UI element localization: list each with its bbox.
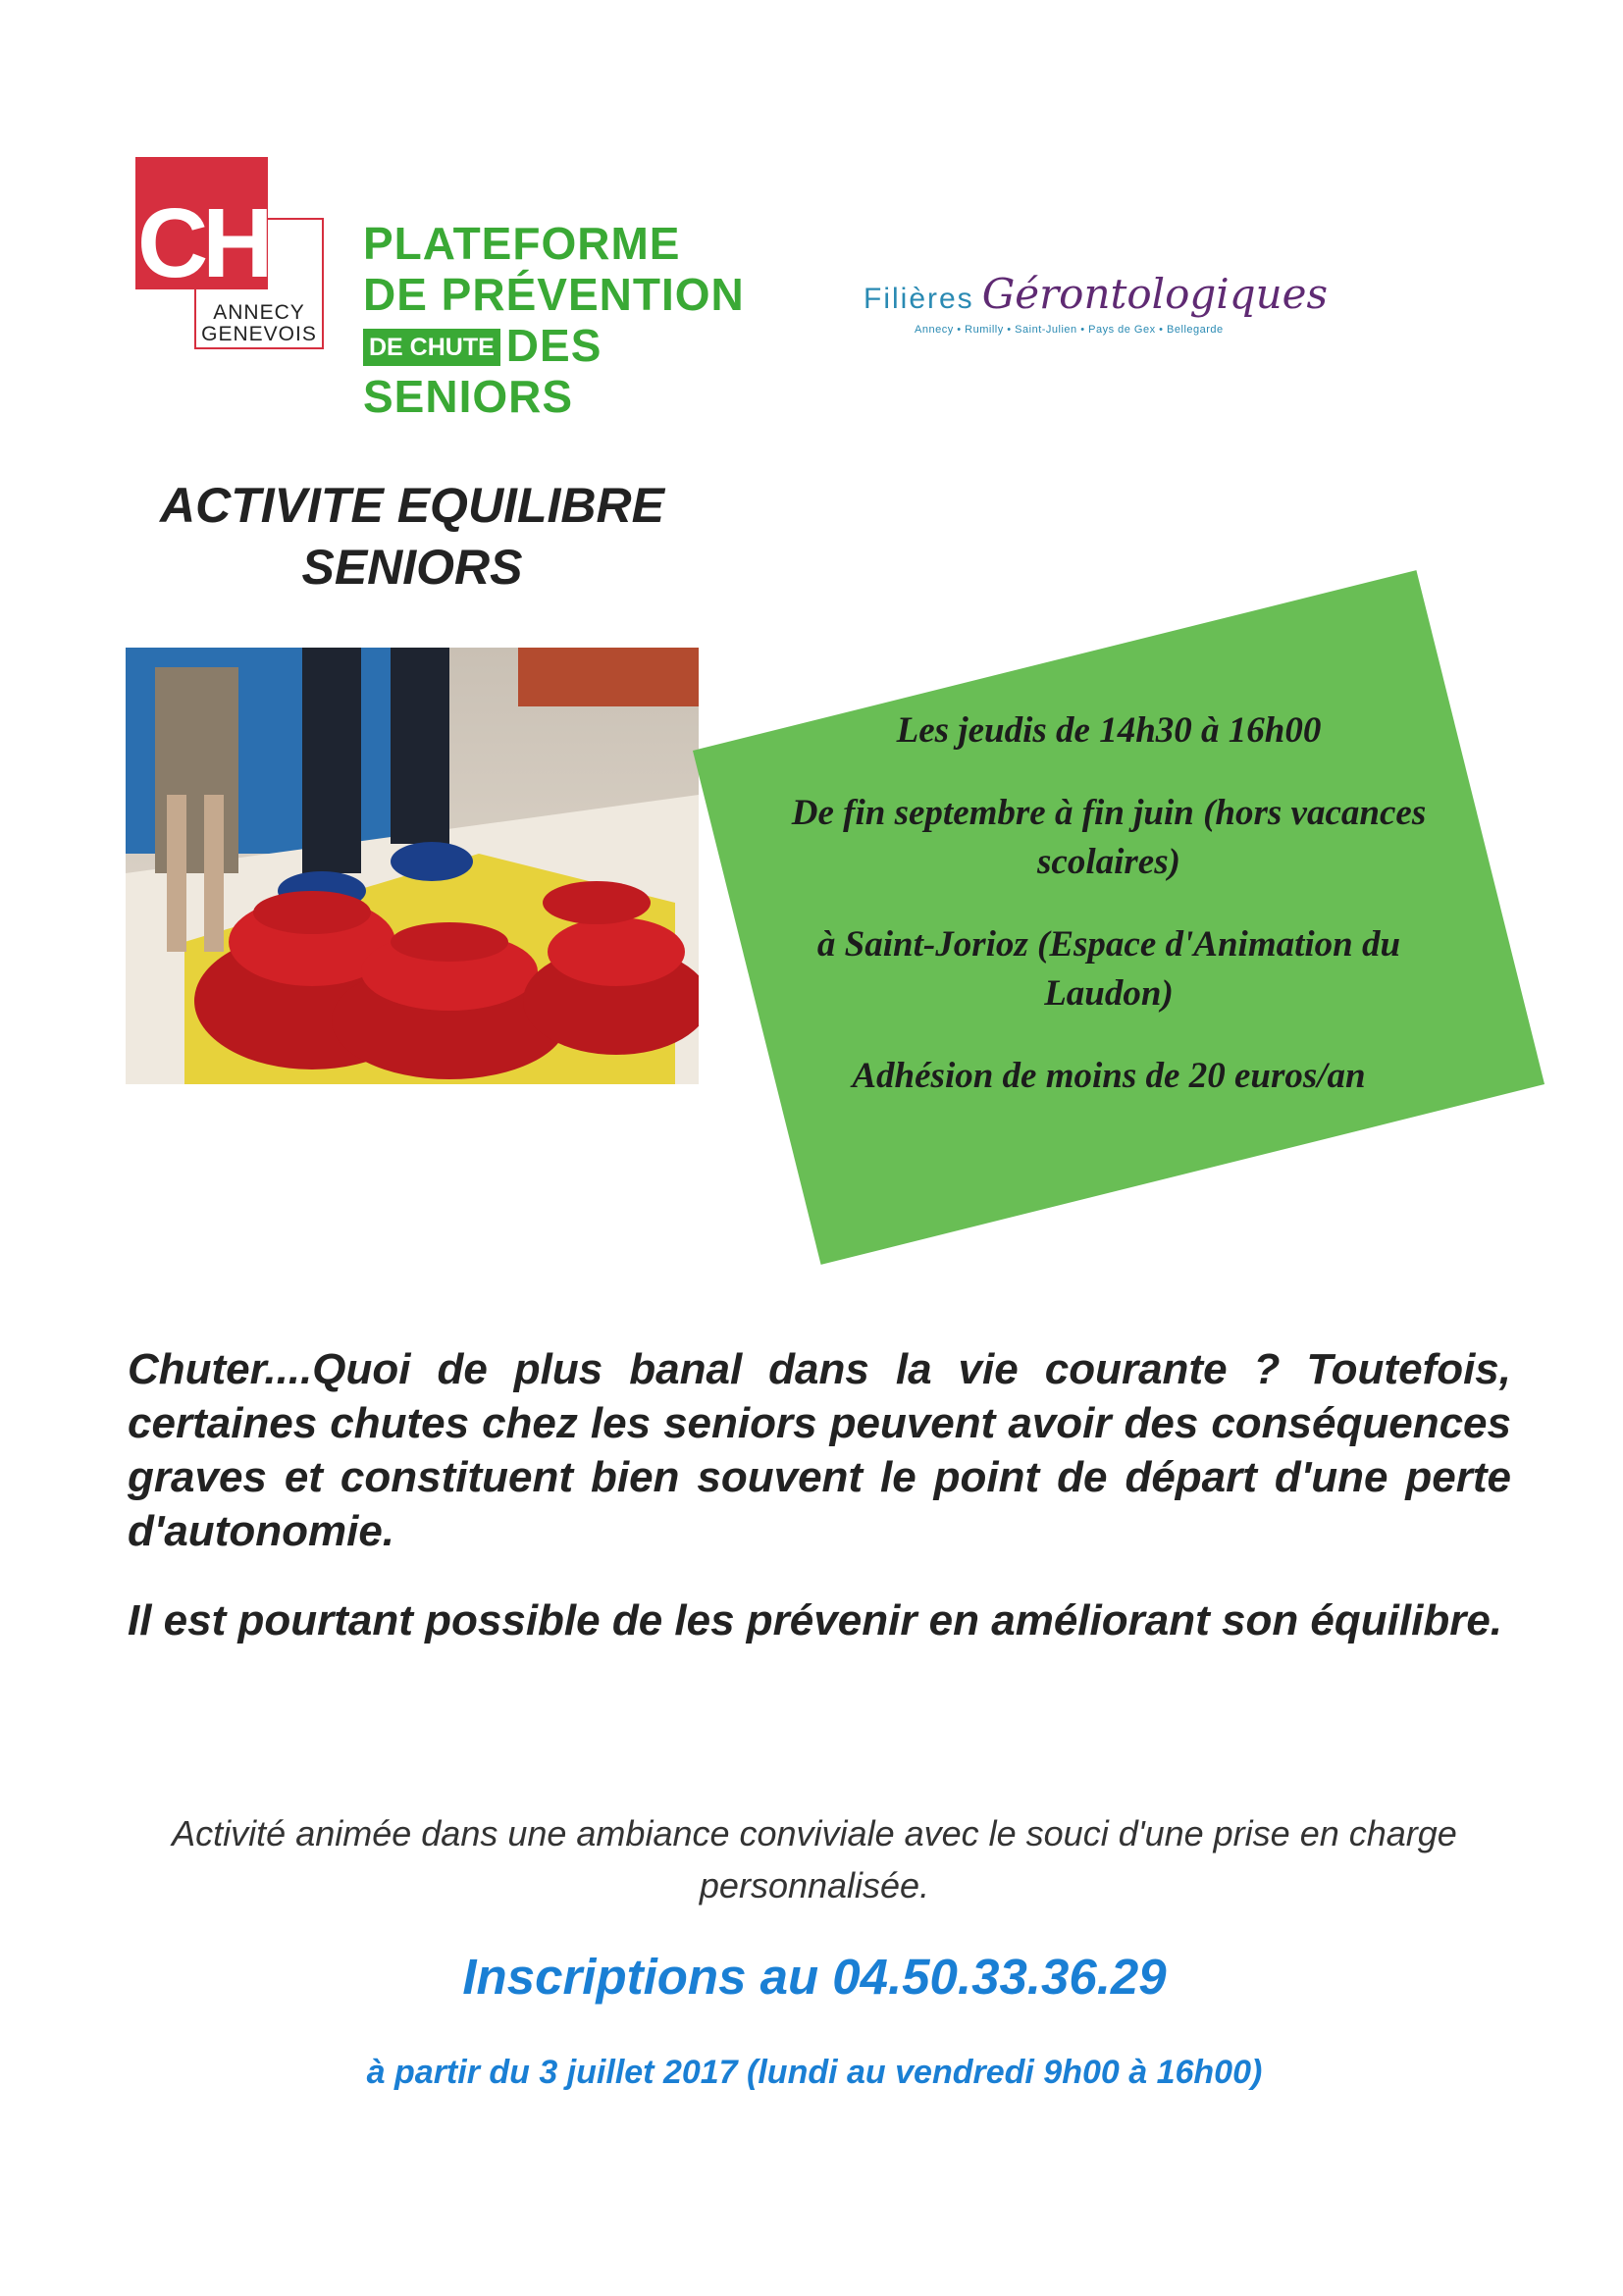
info-fee: Adhésion de moins de 20 euros/an [852,1056,1366,1096]
ch-logo-caption [198,302,320,345]
body-paragraph-1: Chuter....Quoi de plus banal dans la vie courante ? Toutefois, certaines chutes chez les seniors peuvent avoir des conséquences graves et constituent bien souvent le point de départ d'une perte d'autonomie. [128,1345,1511,1555]
balance-photo-illustration [126,648,699,1084]
ch-logo-line2: GENEVOIS [201,323,317,345]
filieres-gerontologiques-logo [864,270,1433,336]
filieres-word: Filières [864,283,974,315]
info-period: De fin septembre à fin juin (hors vacances scolaires) [791,793,1427,882]
plateforme-prevention-logo [363,218,814,422]
ch-logo-line1: ANNECY [213,301,305,324]
body-paragraph-2: Il est pourtant possible de les prévenir en améliorant son équilibre. [128,1596,1503,1644]
info-place: à Saint-Jorioz (Espace d'Animation du Laudon) [816,924,1401,1014]
plateforme-chip: DE CHUTE [363,329,500,366]
plateforme-line1: PLATEFORME [363,218,681,269]
title-line1: ACTIVITE EQUILIBRE [160,478,664,533]
body-text [128,1342,1511,1683]
inscriptions-dates: à partir du 3 juillet 2017 (lundi au vendredi 9h00 à 16h00) [366,2054,1263,2091]
ch-annecy-genevois-logo [135,157,327,353]
filieres-script: Gérontologiques [981,270,1329,318]
info-box [765,706,1452,1134]
activity-description: Activité animée dans une ambiance conviviale avec le souci d'une prise en charge personnalisée. [172,1813,1457,1905]
title-line2: SENIORS [301,540,523,595]
inscriptions-phone: Inscriptions au 04.50.33.36.29 [462,1949,1167,2005]
plateforme-line2: DE PRÉVENTION [363,269,745,320]
page-title [108,475,716,599]
filieres-title [864,270,1433,318]
plateforme-line3: DES SENIORS [363,320,602,422]
plateforme-line3-wrap [363,320,814,422]
filieres-cities: Annecy • Rumilly • Saint-Julien • Pays de Gex • Bellegarde [915,324,1224,336]
info-schedule: Les jeudis de 14h30 à 16h00 [896,710,1322,751]
balance-activity-photo [126,648,699,1084]
ch-logo-letters: CH [137,188,268,298]
